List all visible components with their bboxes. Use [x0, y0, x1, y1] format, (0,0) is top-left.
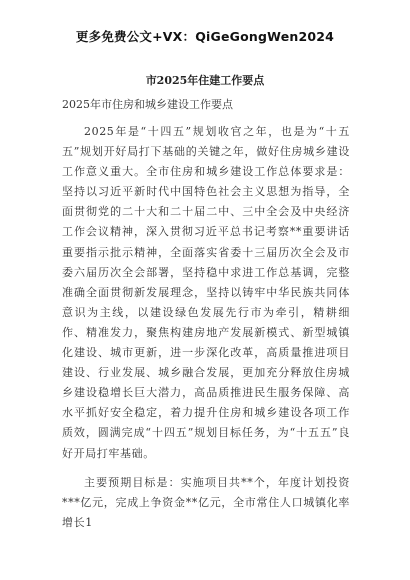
body-paragraph: 2025年是“十四五”规划收官之年，也是为“十五五”规划开好局打下基础的关键之年，做好住房城乡建设工作意义重大。全市住房和城乡建设工作总体要求是：坚持以习近平新时代中国特色社会主义思想为指导，全面贯彻党的二十大和二十届二中、三中全会及中央经济工作会议精神，深入贯彻习近平总书记考察**重要讲话重要指示批示精神，全面落实省委十三届历次全会及市委六届历次全会部署，坚持稳中求进工作总基调，完整准确全面贯彻新发展理念，坚持以铸牢中华民族共同体意识为主线，以建设绿色发展先行市为牵引，精耕细作、精准发力，聚焦构建房地产发展新模式、新型城镇化建设、城市更新，进一步深化改革，高质量推进项目建设、行业发展、城乡融合发展，更加充分释放住房城乡建设稳增长巨大潜力，高品质推进民生服务保障、高水平抓好安全稳定，着力提升住房和城乡建设各项工作质效，圆满完成“十四五”规划目标任务，为“十五五”良好开局打牢基础。: [62, 125, 350, 460]
document-title: 市2025年住建工作要点: [145, 74, 265, 87]
document-body: [62, 122, 350, 533]
body-paragraph: 主要预期目标是：实施项目共**个，年度计划投资***亿元，完成上争资金**亿元，全市常住人口城镇化率增长1: [62, 475, 350, 529]
document-subtitle: 2025年市住房和城乡建设工作要点: [62, 98, 233, 111]
promo-banner: 更多免费公文+VX：QiGeGongWen2024: [75, 29, 335, 44]
